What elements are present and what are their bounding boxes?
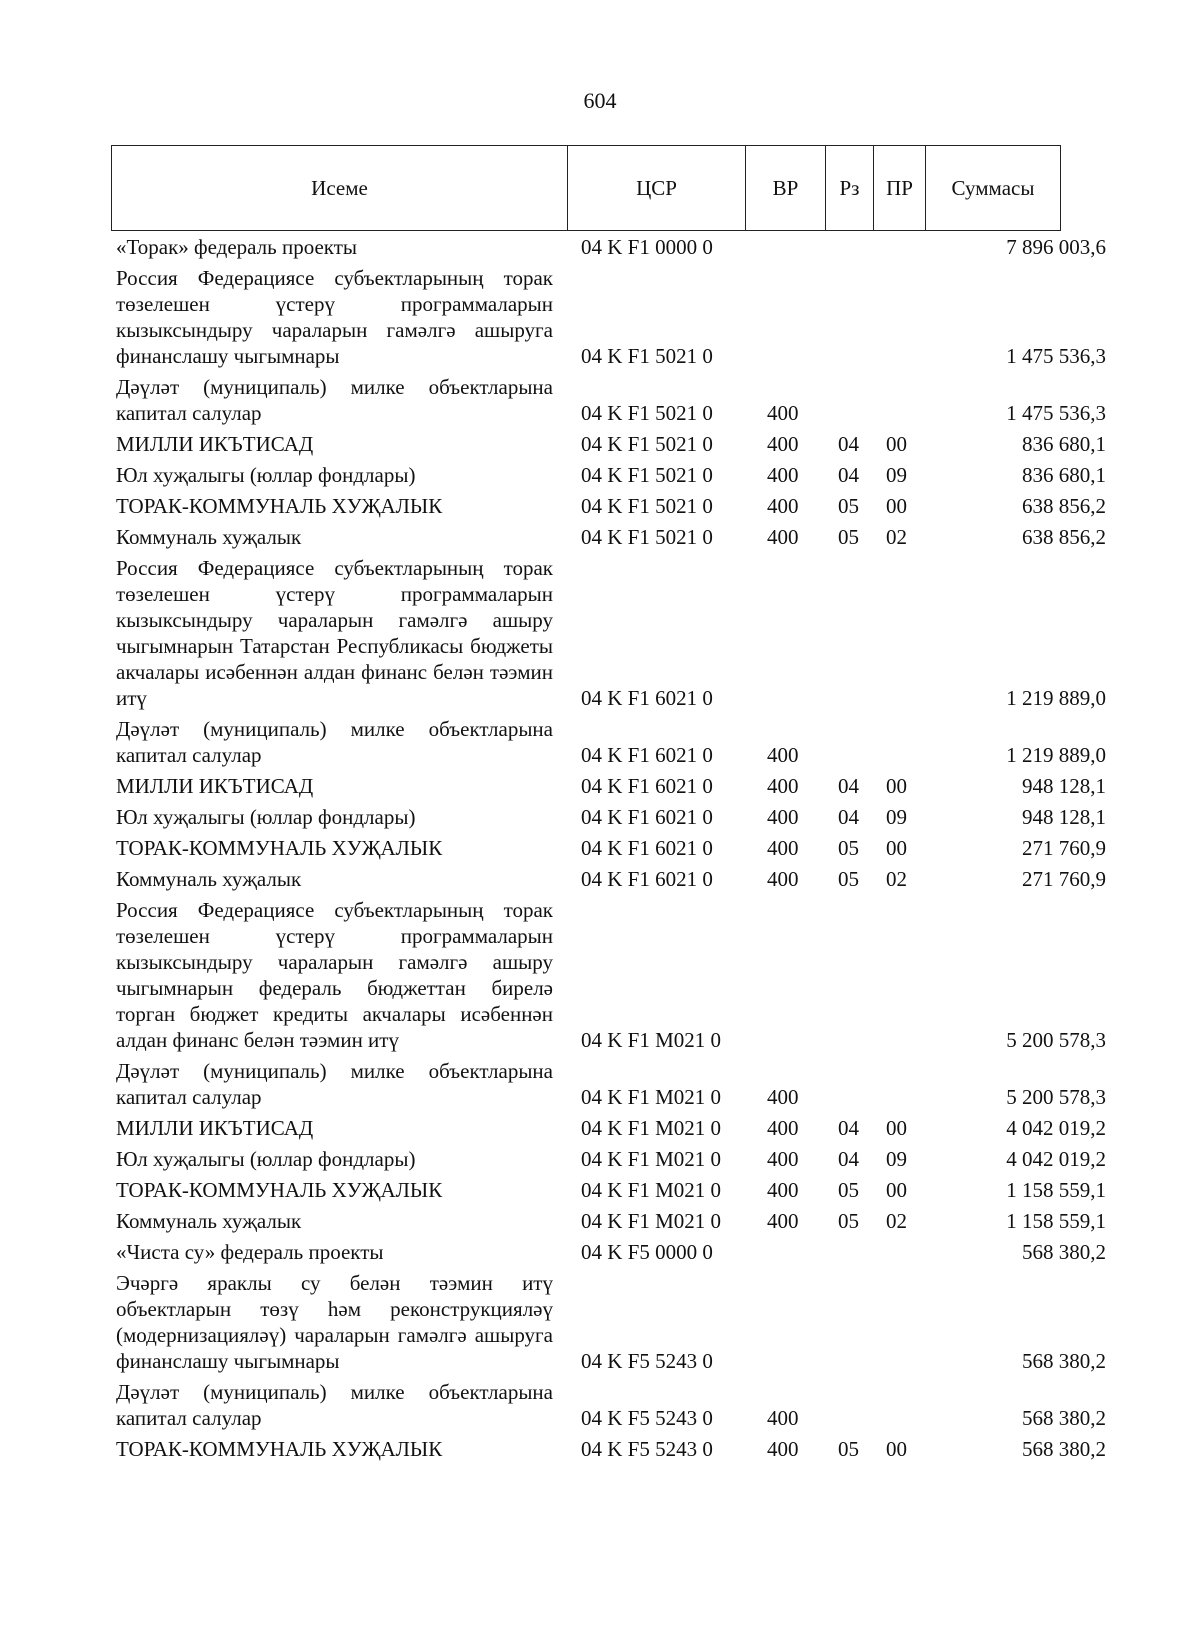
table-row: [116, 804, 1106, 830]
row-name: МИЛЛИ ИКЪТИСАД: [116, 1116, 314, 1140]
table-row: [116, 1436, 1106, 1462]
row-rz: 04: [838, 463, 859, 487]
row-sum: 1 219 889,0: [1006, 686, 1106, 710]
table-row: [116, 493, 1106, 519]
row-rz: 05: [838, 1209, 859, 1233]
row-csr: 04 K F1 5021 0: [581, 344, 713, 368]
row-csr: 04 K F5 0000 0: [581, 1240, 713, 1264]
table-row: [116, 431, 1106, 457]
row-sum: 5 200 578,3: [1006, 1085, 1106, 1109]
table-row: [116, 835, 1106, 861]
table-row: [116, 234, 1106, 260]
row-pr: 02: [886, 867, 907, 891]
row-pr: 02: [886, 1209, 907, 1233]
row-pr: 00: [886, 494, 907, 518]
row-rz: 05: [838, 494, 859, 518]
header-name: Исеме: [112, 146, 568, 230]
row-name: ТОРАК-КОММУНАЛЬ ХУҖАЛЫК: [116, 1437, 443, 1461]
row-pr: 09: [886, 805, 907, 829]
row-name: Дәүләт (муниципаль) милке объектларына капитал салулар: [116, 1059, 553, 1109]
row-sum: 5 200 578,3: [1006, 1028, 1106, 1052]
row-csr: 04 K F1 5021 0: [581, 463, 713, 487]
row-sum: 568 380,2: [1022, 1406, 1106, 1430]
row-vr: 400: [767, 743, 799, 767]
table-row: [116, 1058, 1106, 1110]
row-name: Дәүләт (муниципаль) милке объектларына капитал салулар: [116, 1380, 553, 1430]
row-sum: 4 042 019,2: [1006, 1116, 1106, 1140]
row-sum: 568 380,2: [1022, 1349, 1106, 1373]
row-rz: 05: [838, 867, 859, 891]
row-name: МИЛЛИ ИКЪТИСАД: [116, 432, 314, 456]
row-vr: 400: [767, 494, 799, 518]
row-csr: 04 K F1 6021 0: [581, 743, 713, 767]
row-rz: 05: [838, 1437, 859, 1461]
row-csr: 04 K F1 M021 0: [581, 1085, 722, 1109]
row-name: Коммуналь хуҗалык: [116, 1209, 302, 1233]
row-csr: 04 K F1 6021 0: [581, 774, 713, 798]
row-vr: 400: [767, 1116, 799, 1140]
table-row: [116, 1379, 1106, 1431]
row-sum: 1 158 559,1: [1006, 1209, 1106, 1233]
row-csr: 04 K F1 6021 0: [581, 805, 713, 829]
header-rz: Рз: [826, 146, 874, 230]
row-name: Россия Федерациясе субъектларының торак төзелешен үстерү программаларын кызыксындыру чараларын гамәлгә ашыру чыгымнарын Татарстан Республикасы бюджеты акчалары исәбеннән алдан финанс белән тәэмин итү: [116, 556, 553, 710]
row-name: Дәүләт (муниципаль) милке объектларына капитал салулар: [116, 717, 553, 767]
row-csr: 04 K F1 5021 0: [581, 494, 713, 518]
row-vr: 400: [767, 805, 799, 829]
row-csr: 04 K F1 5021 0: [581, 432, 713, 456]
row-pr: 00: [886, 774, 907, 798]
row-rz: 05: [838, 525, 859, 549]
row-name: «Чиста су» федераль проекты: [116, 1240, 384, 1264]
row-rz: 05: [838, 1178, 859, 1202]
row-sum: 948 128,1: [1022, 805, 1106, 829]
row-sum: 836 680,1: [1022, 432, 1106, 456]
row-sum: 568 380,2: [1022, 1437, 1106, 1461]
row-name: ТОРАК-КОММУНАЛЬ ХУҖАЛЫК: [116, 494, 443, 518]
row-name: Коммуналь хуҗалык: [116, 867, 302, 891]
row-vr: 400: [767, 867, 799, 891]
page-number: 604: [583, 88, 617, 113]
row-vr: 400: [767, 432, 799, 456]
row-name: МИЛЛИ ИКЪТИСАД: [116, 774, 314, 798]
row-rz: 05: [838, 836, 859, 860]
row-vr: 400: [767, 1406, 799, 1430]
row-pr: 00: [886, 432, 907, 456]
row-name: Дәүләт (муниципаль) милке объектларына капитал салулар: [116, 375, 553, 425]
table-header: [111, 145, 1061, 231]
row-vr: 400: [767, 401, 799, 425]
row-sum: 1 219 889,0: [1006, 743, 1106, 767]
row-name: Юл хуҗалыгы (юллар фондлары): [116, 1147, 416, 1171]
row-sum: 948 128,1: [1022, 774, 1106, 798]
row-vr: 400: [767, 525, 799, 549]
row-pr: 00: [886, 836, 907, 860]
row-sum: 568 380,2: [1022, 1240, 1106, 1264]
row-csr: 04 K F1 0000 0: [581, 235, 713, 259]
row-vr: 400: [767, 1178, 799, 1202]
header-vr: ВР: [746, 146, 826, 230]
row-csr: 04 K F1 6021 0: [581, 686, 713, 710]
row-csr: 04 K F1 M021 0: [581, 1209, 722, 1233]
row-pr: 00: [886, 1116, 907, 1140]
table-row: [116, 773, 1106, 799]
row-name: Коммуналь хуҗалык: [116, 525, 302, 549]
row-name: «Торак» федераль проекты: [116, 235, 358, 259]
row-csr: 04 K F1 M021 0: [581, 1147, 722, 1171]
row-csr: 04 K F1 5021 0: [581, 401, 713, 425]
row-name: Россия Федерациясе субъектларының торак төзелешен үстерү программаларын кызыксындыру чараларын гамәлгә ашыру чыгымнарын федераль бюджеттан бирелә торган бюджет кредиты акчалары исәбеннән алдан финанс белән тәэмин итү: [116, 898, 553, 1052]
row-pr: 00: [886, 1178, 907, 1202]
row-sum: 1 475 536,3: [1006, 401, 1106, 425]
row-pr: 00: [886, 1437, 907, 1461]
row-name: Россия Федерациясе субъектларының торак төзелешен үстерү программаларын кызыксындыру чараларын гамәлгә ашыруга финанслашу чыгымнары: [116, 266, 553, 368]
row-pr: 02: [886, 525, 907, 549]
row-rz: 04: [838, 805, 859, 829]
table-row: [116, 265, 1106, 369]
table-row: [116, 1177, 1106, 1203]
table-row: [116, 462, 1106, 488]
row-sum: 836 680,1: [1022, 463, 1106, 487]
table-row: [116, 716, 1106, 768]
table-row: [116, 1208, 1106, 1234]
table-row: [116, 1270, 1106, 1374]
table-row: [116, 555, 1106, 711]
row-sum: 1 475 536,3: [1006, 344, 1106, 368]
row-sum: 271 760,9: [1022, 867, 1106, 891]
row-sum: 638 856,2: [1022, 494, 1106, 518]
table-row: [116, 374, 1106, 426]
row-pr: 09: [886, 1147, 907, 1171]
row-name: ТОРАК-КОММУНАЛЬ ХУҖАЛЫК: [116, 836, 443, 860]
row-pr: 09: [886, 463, 907, 487]
row-csr: 04 K F1 M021 0: [581, 1178, 722, 1202]
row-csr: 04 K F5 5243 0: [581, 1406, 713, 1430]
row-name: Юл хуҗалыгы (юллар фондлары): [116, 463, 416, 487]
table-row: [116, 1239, 1106, 1265]
header-csr: ЦСР: [568, 146, 746, 230]
row-sum: 271 760,9: [1022, 836, 1106, 860]
row-csr: 04 K F1 6021 0: [581, 836, 713, 860]
row-vr: 400: [767, 1209, 799, 1233]
row-vr: 400: [767, 1437, 799, 1461]
row-vr: 400: [767, 774, 799, 798]
row-csr: 04 K F1 M021 0: [581, 1116, 722, 1140]
row-rz: 04: [838, 1147, 859, 1171]
table-row: [116, 1115, 1106, 1141]
row-csr: 04 K F1 M021 0: [581, 1028, 722, 1052]
header-pr: ПР: [874, 146, 926, 230]
row-sum: 1 158 559,1: [1006, 1178, 1106, 1202]
row-name: Юл хуҗалыгы (юллар фондлары): [116, 805, 416, 829]
table-row: [116, 1146, 1106, 1172]
row-vr: 400: [767, 1085, 799, 1109]
row-rz: 04: [838, 432, 859, 456]
row-rz: 04: [838, 1116, 859, 1140]
row-vr: 400: [767, 463, 799, 487]
table-row: [116, 524, 1106, 550]
row-vr: 400: [767, 836, 799, 860]
row-name: ТОРАК-КОММУНАЛЬ ХУҖАЛЫК: [116, 1178, 443, 1202]
row-csr: 04 K F1 6021 0: [581, 867, 713, 891]
row-csr: 04 K F5 5243 0: [581, 1437, 713, 1461]
row-name: Эчәргә яраклы су белән тәэмин итү объектларын төзү һәм реконструкцияләү (модернизацияләү) чараларын гамәлгә ашыруга финанслашу чыгымнары: [116, 1271, 553, 1373]
row-sum: 638 856,2: [1022, 525, 1106, 549]
row-rz: 04: [838, 774, 859, 798]
row-csr: 04 K F5 5243 0: [581, 1349, 713, 1373]
row-sum: 7 896 003,6: [1006, 235, 1106, 259]
row-vr: 400: [767, 1147, 799, 1171]
table-row: [116, 897, 1106, 1053]
table-row: [116, 866, 1106, 892]
row-csr: 04 K F1 5021 0: [581, 525, 713, 549]
row-sum: 4 042 019,2: [1006, 1147, 1106, 1171]
header-sum: Суммасы: [951, 175, 1035, 200]
table-body: [116, 234, 1106, 1467]
